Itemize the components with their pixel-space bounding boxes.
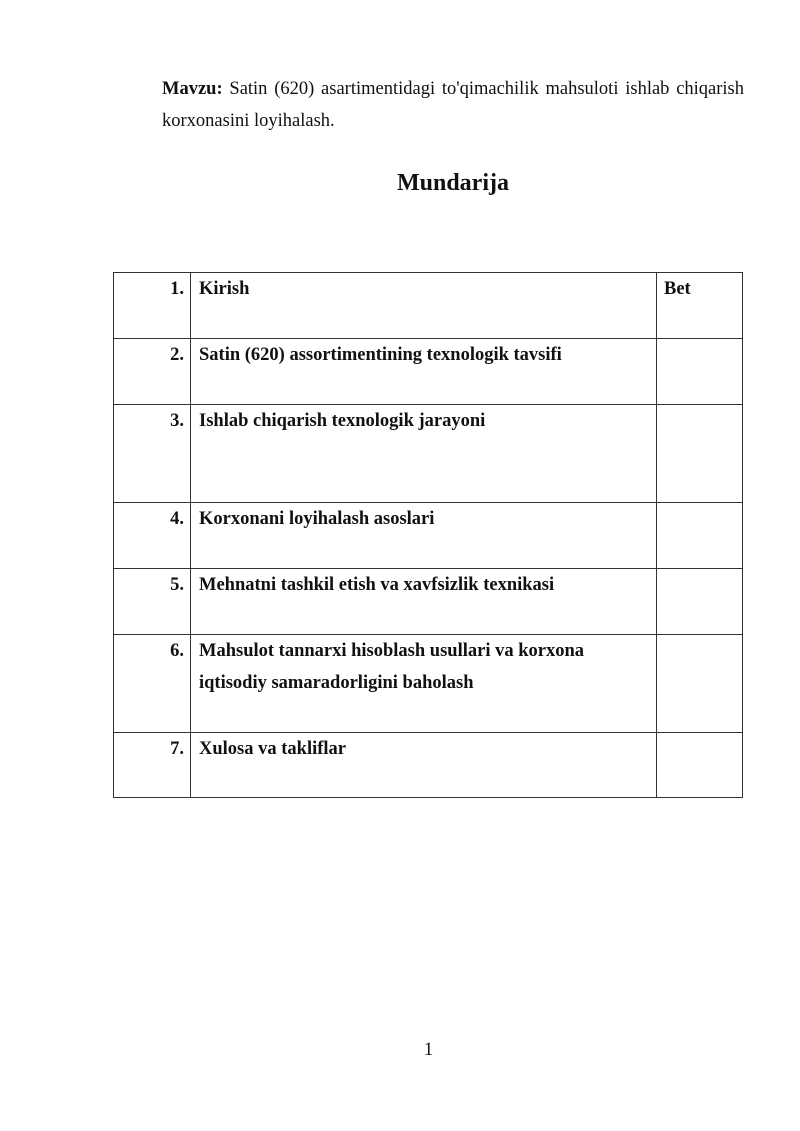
topic-text: Satin (620) asartimentidagi to'qimachilik mahsuloti ishlab chiqarish korxonasini loyihalash. bbox=[162, 79, 745, 131]
toc-row bbox=[114, 405, 743, 503]
toc-row-number: 1. bbox=[114, 273, 191, 339]
toc-title: Mundarija bbox=[396, 170, 509, 196]
toc-row-page bbox=[657, 635, 743, 733]
toc-page-header: Bet bbox=[657, 273, 743, 339]
toc-row-page bbox=[657, 569, 743, 635]
topic-label: Mavzu: bbox=[162, 79, 223, 99]
topic-paragraph bbox=[162, 73, 744, 137]
toc-row-page bbox=[657, 503, 743, 569]
toc-row-number: 6. bbox=[114, 635, 191, 733]
toc-row-title: Ishlab chiqarish texnologik jarayoni bbox=[191, 405, 657, 503]
toc-row-page bbox=[657, 339, 743, 405]
toc-table bbox=[113, 272, 743, 798]
toc-row-title: Mahsulot tannarxi hisoblash usullari va korxona iqtisodiy samaradorligini baholash bbox=[191, 635, 657, 733]
toc-row-number: 2. bbox=[114, 339, 191, 405]
toc-row bbox=[114, 339, 743, 405]
page-number: 1 bbox=[423, 1040, 434, 1060]
toc-row bbox=[114, 635, 743, 733]
toc-row-number: 4. bbox=[114, 503, 191, 569]
toc-row-number: 5. bbox=[114, 569, 191, 635]
toc-row-title: Mehnatni tashkil etish va xavfsizlik texnikasi bbox=[191, 569, 657, 635]
toc-row bbox=[114, 273, 743, 339]
toc-row-title: Satin (620) assortimentining texnologik tavsifi bbox=[191, 339, 657, 405]
toc-row-title: Kirish bbox=[191, 273, 657, 339]
toc-row-number: 3. bbox=[114, 405, 191, 503]
toc-row bbox=[114, 503, 743, 569]
toc-row-page bbox=[657, 405, 743, 503]
toc-row bbox=[114, 733, 743, 798]
toc-row-title: Korxonani loyihalash asoslari bbox=[191, 503, 657, 569]
toc-row-number: 7. bbox=[114, 733, 191, 798]
toc-row-title: Xulosa va takliflar bbox=[191, 733, 657, 798]
toc-row-page bbox=[657, 733, 743, 798]
toc-row bbox=[114, 569, 743, 635]
